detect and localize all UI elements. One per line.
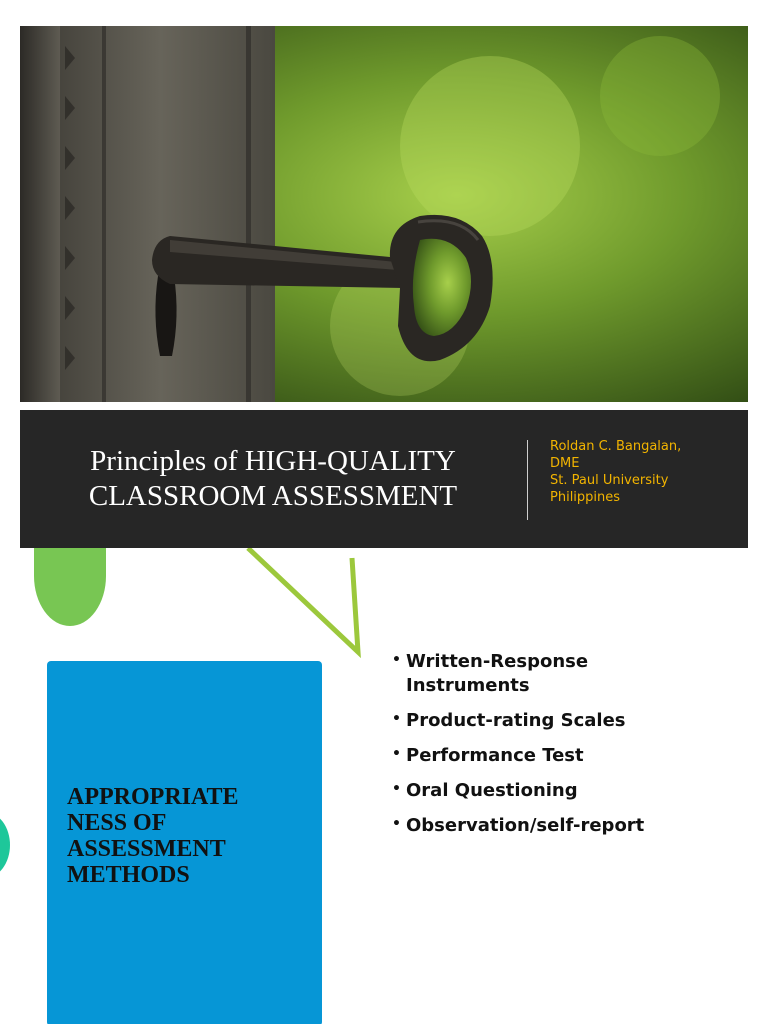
bullet-icon: •	[392, 711, 401, 727]
title-line-2: CLASSROOM ASSESSMENT	[88, 480, 458, 512]
methods-list	[392, 650, 732, 849]
author-block	[550, 438, 740, 506]
green-circle-decoration	[34, 548, 106, 626]
title-divider	[527, 440, 528, 520]
bullet-icon: •	[392, 816, 401, 832]
list-item	[392, 814, 732, 838]
section-title-line: METHODS	[67, 862, 190, 888]
section-title-line: APPROPRIATE	[67, 784, 239, 810]
author-name: Roldan C. Bangalan,	[550, 439, 682, 454]
list-item-text: Instruments	[406, 675, 530, 696]
green-chevron-decoration	[240, 548, 380, 668]
teal-circle-decoration	[0, 812, 10, 878]
list-item	[392, 709, 732, 733]
list-item-text: Product-rating Scales	[406, 710, 626, 731]
section-title-line: NESS OF	[67, 810, 167, 836]
key-in-keyhole-photo	[20, 26, 748, 402]
section-title-box	[47, 661, 322, 1024]
presentation-title	[20, 444, 526, 514]
list-item-text: Written-Response	[406, 651, 589, 672]
list-item-text: Observation/self-report	[406, 815, 645, 836]
bullet-icon: •	[392, 781, 401, 797]
list-item	[392, 779, 732, 803]
author-degree: DME	[550, 456, 580, 471]
section-title	[67, 784, 307, 888]
list-item	[392, 744, 732, 768]
list-item-text: Oral Questioning	[406, 780, 578, 801]
hero-key-image	[20, 26, 748, 402]
bullet-icon: •	[392, 652, 401, 668]
title-line-1: Principles of HIGH-QUALITY	[90, 445, 456, 477]
section-title-line: ASSESSMENT	[67, 836, 226, 862]
slide-assessment-methods	[0, 548, 768, 1024]
title-bar	[20, 410, 748, 548]
affiliation-line-1: St. Paul University	[550, 473, 669, 488]
list-item	[392, 650, 732, 698]
list-item-text: Performance Test	[406, 745, 584, 766]
affiliation-line-2: Philippines	[550, 490, 621, 505]
bullet-icon: •	[392, 746, 401, 762]
